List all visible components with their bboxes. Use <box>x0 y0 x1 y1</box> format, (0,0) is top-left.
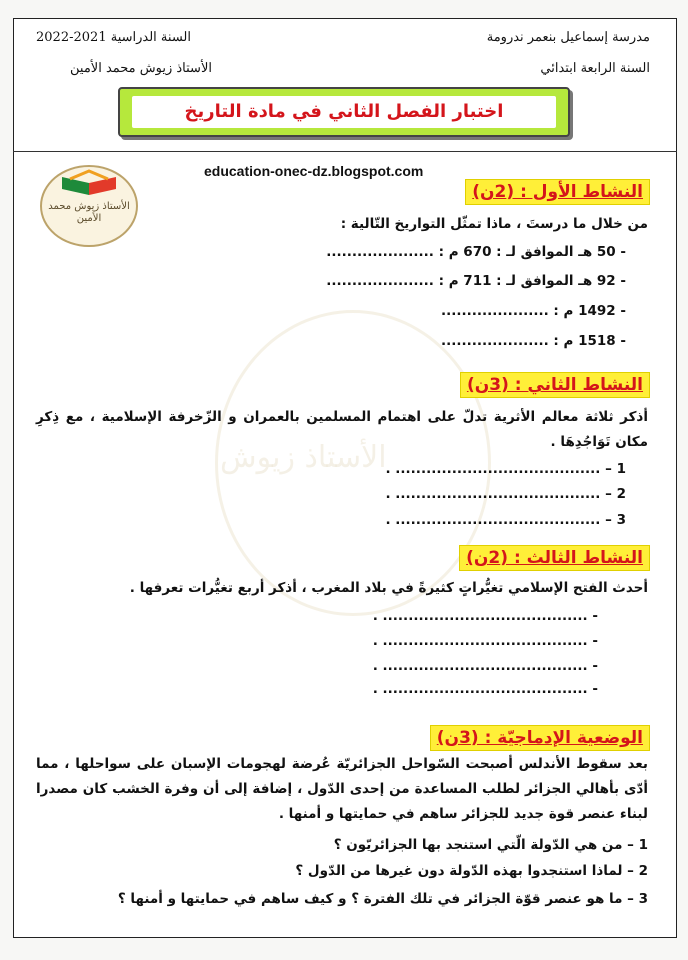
activity3-item: - ........................................ . <box>372 681 598 697</box>
header-divider <box>13 151 677 152</box>
integration-heading: الوضعية الإدماجيّة : (3ن) <box>430 725 650 751</box>
exam-title: اختبار الفصل الثاني في مادة التاريخ <box>132 96 556 128</box>
grade-level: السنة الرابعة ابتدائي <box>540 61 650 76</box>
teacher-name: الأستاذ زيوش محمد الأمين <box>70 61 212 76</box>
activity2-item: 3 – ........................................ . <box>385 512 626 528</box>
activity3-item: - ........................................ . <box>372 658 598 674</box>
activity3-heading: النشاط الثالث : (2ن) <box>459 545 650 571</box>
integration-question: 3 – ما هو عنصر قوّة الجزائر في تلك الفترة ؟ و كيف ساهم في حمايتها و أمنها ؟ <box>117 891 648 907</box>
activity1-item: - 1518 م : ..................... <box>441 333 626 349</box>
watermark-signature: الأستاذ زيوش <box>220 440 387 475</box>
activity2-question: أذكر ثلاثة معالم الأثرية تدلّ على اهتمام المسلمين بالعمران و الزّخرفة الإسلامية ، مع ذِكرِ مكان تَوَاجُدِهَا . <box>36 409 648 450</box>
integration-question: 2 – لماذا استنجدوا بهذه الدّولة دون غيرها من الدّول ؟ <box>295 863 648 879</box>
integration-text: بعد سقوط الأندلس أصبحت السّواحل الجزائريّة عُرضة لهجومات الإسبان على سواحلها ، مما أدّى بأهالي الجزائر لطلب المساعدة من إحدى الدّول ، إضافة إلى أن وفرة الخشب كان مصدرا لبناء عنصر قوة جديد للجزائر ساهم في حمايتها و أمنها . <box>36 756 648 822</box>
activity1-item: - 1492 م : ..................... <box>441 303 626 319</box>
school-year: السنة الدراسية 2021-2022 <box>36 30 191 45</box>
activity2-item: 2 – ........................................ . <box>385 486 626 502</box>
title-box <box>118 87 570 137</box>
school-name: مدرسة إسماعيل بنعمر ندرومة <box>486 30 650 45</box>
activity3-item: - ........................................ . <box>372 608 598 624</box>
teacher-logo <box>40 165 138 247</box>
logo-text: الأستاذ زيوش محمد الأمين <box>48 201 130 224</box>
activity3-question: أحدث الفتح الإسلامي تغيُّراتٍ كثيرةً في بلاد المغرب ، أذكر أربع تغيُّرات تعرفها . <box>129 580 648 596</box>
activity1-question: من خلال ما درستَ ، ماذا تمثّل التواريخ التّالية : <box>340 216 648 232</box>
integration-question: 1 – من هي الدّولة الّتي استنجد بها الجزائريّون ؟ <box>333 837 648 853</box>
activity1-item: - 50 هـ الموافق لـ : 670 م : ..................... <box>326 244 626 260</box>
website-url: education-onec-dz.blogspot.com <box>204 163 424 179</box>
activity3-item: - ........................................ . <box>372 633 598 649</box>
activity2-item: 1 – ........................................ . <box>385 461 626 477</box>
activity1-heading: النشاط الأول : (2ن) <box>465 179 650 205</box>
activity2-heading: النشاط الثاني : (3ن) <box>460 372 650 398</box>
activity1-item: - 92 هـ الموافق لـ : 711 م : ..................... <box>326 273 626 289</box>
